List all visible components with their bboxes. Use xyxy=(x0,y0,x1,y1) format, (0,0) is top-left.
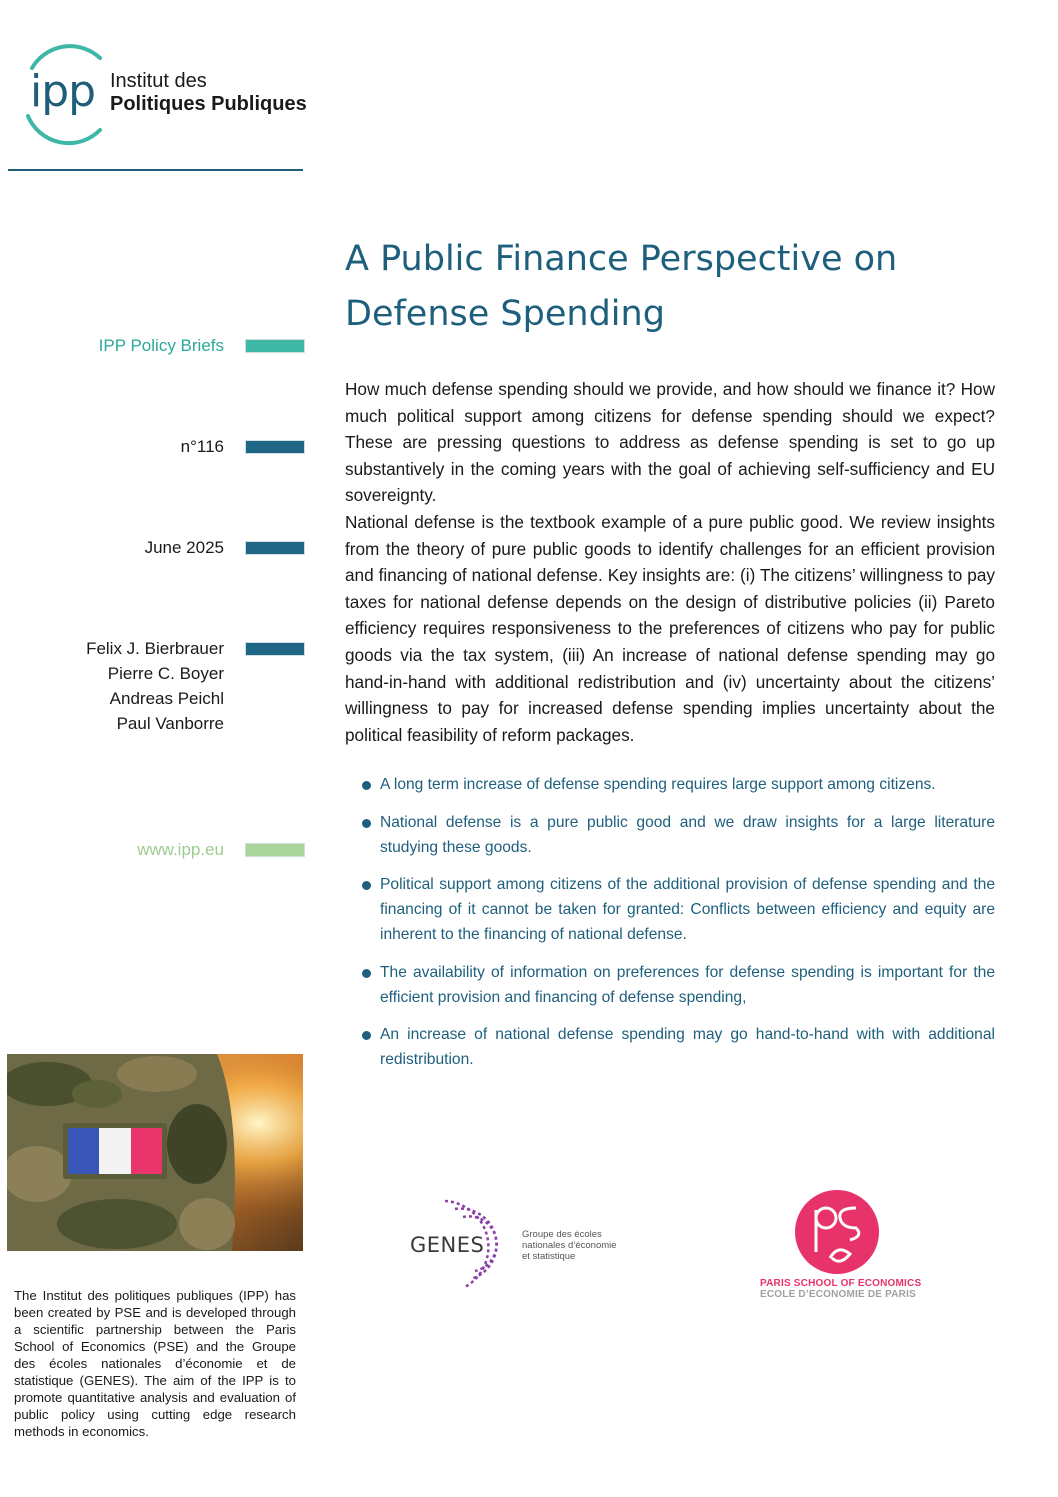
publication-date: June 2025 xyxy=(144,538,224,557)
author-name: Paul Vanborre xyxy=(116,714,224,733)
camouflage-flag-photo-icon xyxy=(7,1054,303,1251)
abstract xyxy=(345,376,995,748)
key-point-text: National defense is a pure public good and we draw insights for a large literature studying these goods. xyxy=(380,813,995,856)
page-title-line2: Defense Spending xyxy=(345,294,665,334)
key-points-list xyxy=(360,772,995,1085)
page-title-line1: A Public Finance Perspective on xyxy=(345,239,898,279)
pse-logo-line1: PARIS SCHOOL OF ECONOMICS xyxy=(760,1278,922,1289)
author-list xyxy=(86,636,224,736)
bullet-icon xyxy=(362,781,371,790)
bullet-icon xyxy=(362,819,371,828)
key-point-text: The availability of information on preferences for defense spending is important for the efficient provision and financing of defense spending, xyxy=(380,963,995,1006)
ipp-logo xyxy=(18,40,318,150)
key-point-text: Political support among citizens of the additional provision of defense spending and the financing of it cannot be taken for granted: Conflicts between efficiency and equity are inherent to the financing of national defense. xyxy=(380,876,995,943)
author-list-marker xyxy=(245,642,305,656)
publication-date-marker xyxy=(245,541,305,555)
genes-logo-name: GENES xyxy=(410,1233,485,1257)
website-link[interactable]: www.ipp.eu xyxy=(137,840,224,859)
ipp-logo-mark: ipp xyxy=(30,66,96,117)
abstract-paragraph: How much defense spending should we provide, and how should we finance it? How much political support among citizens for defense spending should we expect? These are pressing questions to address as defense spending is set to go up substantively in the coming years with the goal of achieving self-sufficiency and EU sovereignty. xyxy=(345,379,995,506)
bullet-icon xyxy=(362,881,371,890)
genes-logo xyxy=(405,1195,625,1295)
key-point-item xyxy=(360,1022,995,1072)
header-divider xyxy=(8,169,303,171)
genes-logo-tagline: Groupe des écoles nationales d’économie et statistique xyxy=(522,1229,617,1262)
author-name: Pierre C. Boyer xyxy=(107,664,224,683)
series-label: IPP Policy Briefs xyxy=(98,336,224,355)
key-point-item xyxy=(360,872,995,947)
issue-number-marker xyxy=(245,440,305,454)
series-marker xyxy=(245,339,305,353)
key-point-item xyxy=(360,960,995,1010)
pse-logo-circle-icon xyxy=(760,1188,920,1278)
author-name: Andreas Peichl xyxy=(109,689,224,708)
cover-photo xyxy=(7,1054,303,1251)
issue-number: n°116 xyxy=(180,437,224,456)
ipp-logo-line2: Politiques Publiques xyxy=(110,93,307,115)
pse-logo-line2: ECOLE D’ECONOMIE DE PARIS xyxy=(760,1289,916,1300)
key-point-item xyxy=(360,810,995,860)
website-marker xyxy=(245,843,305,857)
key-point-item xyxy=(360,772,995,797)
about-ipp-text: The Institut des politiques publiques (IPP) has been created by PSE and is developed through a scientific partnership between the Paris School of Economics (PSE) and the Groupe des écoles nationales d’économie et de statistique (GENES). The aim of the IPP is to promote quantitative analysis and evaluation of public policy using cutting edge research methods in economics. xyxy=(14,1288,296,1439)
abstract-paragraph: National defense is the textbook example of a pure public good. We review insights from the theory of pure public goods to identify challenges for an efficient provision and financing of national defense. Key insights are: (i) The citizens’ willingness to pay taxes for national defense depends on the design of distributive policies (ii) Pareto efficiency requires responsiveness to the preferences of citizens who pay for public goods via the tax system, (iii) An increase of national defense spending may go hand-in-hand with additional redistribution and (iv) uncertainty about the citizens’ willingness to pay for increased defense spending implies uncertainty about the political feasibility of reform packages. xyxy=(345,511,995,745)
key-point-text: An increase of national defense spending may go hand-to-hand with with additional redistribution. xyxy=(380,1026,995,1068)
ipp-logo-line1: Institut des xyxy=(110,70,207,92)
author-name: Felix J. Bierbrauer xyxy=(86,639,224,658)
pse-logo xyxy=(760,1188,920,1303)
bullet-icon xyxy=(362,1031,371,1040)
page-title xyxy=(345,232,995,342)
bullet-icon xyxy=(362,969,371,978)
key-point-text: A long term increase of defense spending requires large support among citizens. xyxy=(380,776,936,793)
